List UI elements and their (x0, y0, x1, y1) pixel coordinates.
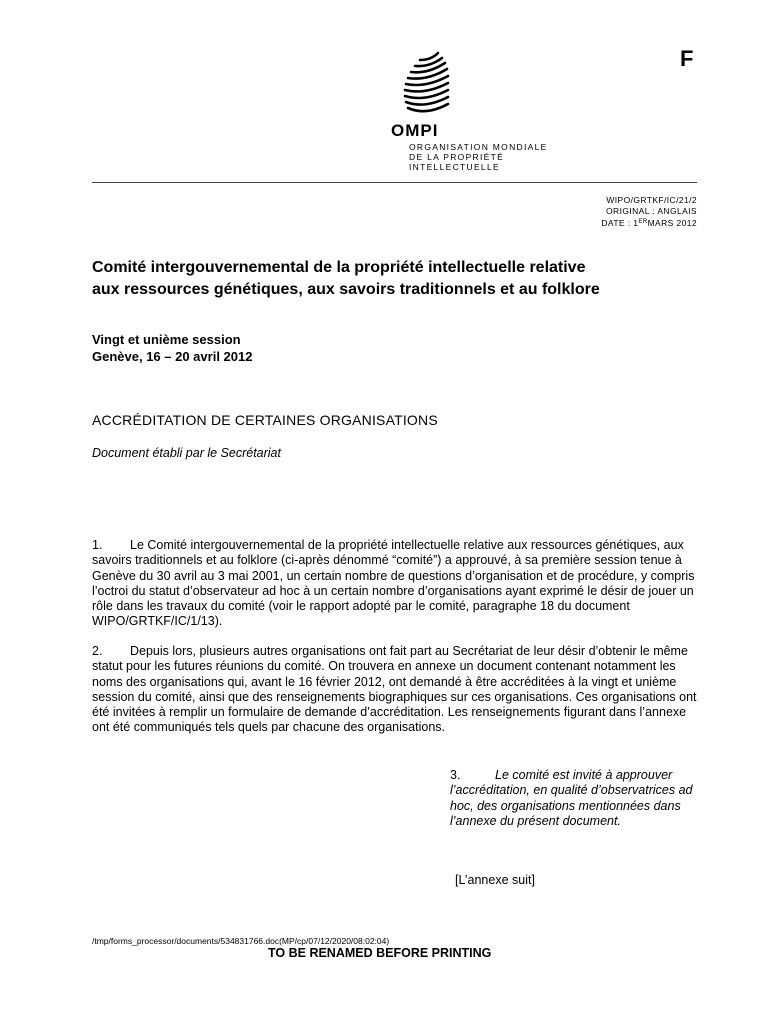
paragraph-2 (92, 644, 698, 736)
paragraph-number: 2. (92, 644, 103, 658)
document-meta (601, 195, 697, 229)
paragraph-1 (92, 538, 698, 630)
session-info (92, 331, 252, 365)
title-line: Comité intergouvernemental de la propriété intellectuelle relative (92, 259, 586, 276)
decision-paragraph (450, 768, 700, 829)
wipo-globe-icon (398, 48, 454, 118)
paragraph-number: 1. (92, 538, 103, 552)
logo-subtitle-line: ORGANISATION MONDIALE (409, 142, 548, 152)
paragraph-text: Le Comité intergouvernemental de la propriété intellectuelle relative aux ressources génétiques, aux savoirs traditionnels et au folklore (ci-après dénommé “comité”) a approuvé, à sa première session tenue à Genève du 30 avril au 3 mai 2001, un certain nombre de questions d’organisation et de procédure, y compris l’octroi du statut d’observateur ad hoc à un certain nombre d’organisations ayant exprimé le désir de jouer un rôle dans les travaux du comité (voir le rapport adopté par le comité, paragraphe 18 du document WIPO/GRTKF/IC/1/13). (92, 538, 695, 629)
file-path: /tmp/forms_processor/documents/534831766.doc(MP/cp/07/12/2020/08:02:04) (92, 936, 390, 946)
logo-subtitle (409, 142, 548, 172)
header-divider (92, 182, 697, 183)
logo-name: OMPI (391, 121, 439, 140)
original-language: ORIGINAL : ANGLAIS (606, 206, 697, 216)
session-name: Vingt et unième session (92, 332, 241, 347)
session-place-dates: Genève, 16 – 20 avril 2012 (92, 349, 253, 364)
paragraph-number: 3. (450, 768, 461, 782)
annex-note: [L’annexe suit] (455, 873, 535, 887)
paragraph-text: Le comité est invité à approuver l’accréditation, en qualité d’observatrices ad hoc, des organisations mentionnées dans l’annexe du présent document. (450, 768, 693, 828)
prepared-by: Document établi par le Secrétariat (92, 446, 281, 460)
title-line: aux ressources génétiques, aux savoirs traditionnels et au folklore (92, 281, 600, 298)
document-heading: ACCRÉDITATION DE CERTAINES ORGANISATIONS (92, 412, 438, 428)
paragraph-text: Depuis lors, plusieurs autres organisations ont fait part au Secrétariat de leur désir d’obtenir le même statut pour les futures réunions du comité. On trouvera en annexe un document contenant notamment les noms des organisations qui, avant le 16 février 2012, ont demandé à être accréditées à la vingt et unième session du comité, ainsi que des renseignements biographiques sur ces organisations. Ces organisations ont été invitées à remplir un formulaire de demande d’accréditation. Les renseignements figurant dans l’annexe ont été communiqués tels quels par chacune des organisations. (92, 644, 697, 735)
committee-title (92, 257, 702, 301)
document-code: WIPO/GRTKF/IC/21/2 (606, 195, 697, 205)
logo-subtitle-line: INTELLECTUELLE (409, 162, 500, 172)
footer-note: TO BE RENAMED BEFORE PRINTING (268, 946, 492, 960)
logo-subtitle-line: DE LA PROPRIÉTÉ (409, 152, 505, 162)
document-date: DATE : 1ERMARS 2012 (601, 218, 697, 228)
language-code: F (680, 46, 694, 71)
